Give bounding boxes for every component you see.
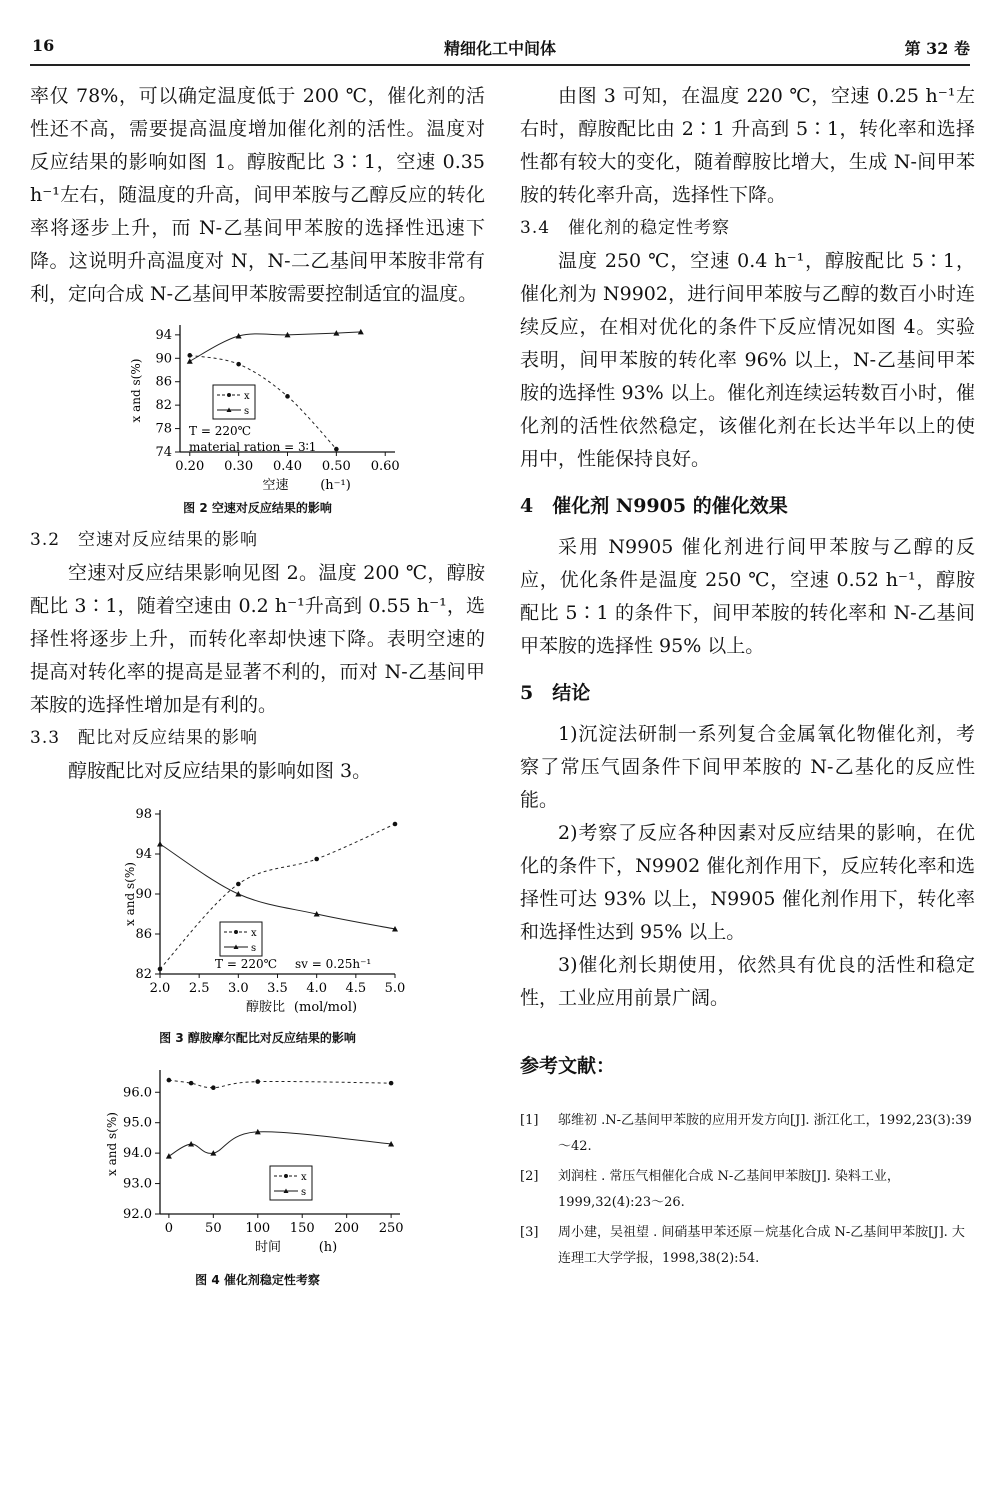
data-point-x: [334, 447, 339, 452]
x-tick-label: 3.0: [227, 981, 249, 996]
chart-annotation: T = 220℃: [215, 957, 278, 971]
section-4-text: 采用 N9905 催化剂进行间甲苯胺与乙醇的反应，优化条件是温度 250 ℃，空速 0.52 h⁻¹，醇胺配比 5∶1 的条件下，间甲苯胺的转化率和 N-乙基间甲苯胺的选择性 95% 以上。: [520, 536, 975, 657]
y-tick-label: 90: [135, 887, 152, 902]
legend-marker: [227, 393, 231, 397]
legend-label: s: [301, 1187, 307, 1198]
series-line-s: [169, 1132, 391, 1156]
reference-list: [520, 1108, 975, 1272]
data-point-x: [255, 1079, 260, 1084]
figure-2-chart: [30, 317, 485, 497]
y-tick-label: 82: [135, 967, 152, 982]
figure-3-caption: 图 3 醇胺摩尔配比对反应结果的影响: [159, 1031, 356, 1045]
x-tick-label: 150: [289, 1221, 315, 1236]
x-axis-label: 醇胺比: [245, 1000, 286, 1015]
legend-label: s: [251, 943, 257, 954]
figure-2: [30, 317, 485, 516]
reference-item: [520, 1220, 975, 1272]
data-point-x: [314, 857, 319, 862]
x-tick-label: 0.60: [370, 459, 400, 474]
legend-marker: [284, 1174, 288, 1178]
y-axis-label: x and s(%): [123, 862, 137, 926]
running-header: [30, 30, 970, 66]
left-paragraph-1: 率仅 78%，可以确定温度低于 200 ℃，催化剂的活性还不高，需要提高温度增加催化剂的活性。温度对反应结果的影响如图 1。醇胺配比 3∶1，空速 0.35 h⁻¹左右，随温度的升高，间甲苯胺与乙醇反应的转化率将逐步上升，而 N-乙基间甲苯胺的选择性迅速下降。这说明升高温度对 N，N-二乙基间甲苯胺非常有利，定向合成 N-乙基间甲苯胺需要控制适宜的温度。: [30, 85, 485, 305]
left-column: [30, 80, 485, 1288]
x-tick-label: 4.0: [306, 981, 328, 996]
right-paragraph-1: 由图 3 可知，在温度 220 ℃，空速 0.25 h⁻¹左右时，醇胺配比由 2∶1 升高到 5∶1，转化率和选择性都有较大的变化，随着醇胺比增大，生成 N-间甲苯胺的转化率升高，选择性下降。: [520, 85, 975, 206]
y-tick-label: 94: [155, 327, 172, 343]
x-tick-label: 50: [205, 1221, 222, 1236]
figure-3: [30, 802, 485, 1046]
reference-number: [2]: [520, 1169, 539, 1184]
y-tick-label: 93.0: [123, 1176, 152, 1192]
y-axis-label: x and s(%): [129, 358, 143, 423]
y-tick-label: 96.0: [123, 1085, 152, 1101]
reference-number: [1]: [520, 1113, 539, 1128]
series-line-s: [190, 332, 361, 361]
data-point-x: [285, 394, 290, 399]
series-line-s: [160, 844, 395, 929]
conclusion-1: 1)沉淀法研制一系列复合金属氧化物催化剂，考察了常压气固条件下间甲苯胺的 N-乙基化的反应性能。: [520, 723, 975, 811]
y-tick-label: 82: [155, 398, 172, 414]
section-3-4-title: 3.4 催化剂的稳定性考察: [520, 218, 731, 238]
section-3-3-title: 3.3 配比对反应结果的影响: [30, 728, 259, 748]
data-point-x: [211, 1085, 216, 1090]
y-tick-label: 90: [155, 351, 172, 367]
data-point-s: [157, 841, 163, 847]
data-point-x: [389, 1081, 394, 1086]
x-tick-label: 200: [334, 1221, 360, 1236]
reference-item: [520, 1108, 975, 1160]
reference-text: 邬维初 .N-乙基间甲苯胺的应用开发方向[J]. 浙江化工，1992,23(3):39～42.: [558, 1113, 972, 1154]
section-4-title: 4 催化剂 N9905 的催化效果: [520, 495, 788, 517]
reference-number: [3]: [520, 1225, 539, 1240]
reference-item: [520, 1164, 975, 1216]
y-tick-label: 94.0: [123, 1146, 152, 1162]
y-axis-label: x and s(%): [105, 1112, 119, 1176]
chart-annotation: T = 220℃: [189, 424, 252, 438]
reference-text: 周小建，吴祖望 . 间硝基甲苯还原－烷基化合成 N-乙基间甲苯胺[J]. 大连理工大学学报，1998,38(2):54.: [558, 1225, 965, 1266]
section-3-3-text: 醇胺配比对反应结果的影响如图 3。: [68, 760, 372, 782]
chart-annotation: sv = 0.25h⁻¹: [295, 957, 372, 971]
data-point-s: [166, 1153, 172, 1159]
y-tick-label: 98: [135, 807, 152, 822]
x-tick-label: 2.0: [149, 981, 171, 996]
legend-label: x: [244, 391, 250, 402]
figure-4: [30, 1064, 485, 1288]
x-tick-label: 2.5: [188, 981, 210, 996]
x-tick-label: 0.40: [273, 459, 302, 474]
data-point-x: [158, 967, 163, 972]
data-point-s: [188, 1141, 194, 1147]
data-point-s: [235, 891, 241, 897]
section-3-4-text: 温度 250 ℃，空速 0.4 h⁻¹，醇胺配比 5∶1，催化剂为 N9902，进行间甲苯胺与乙醇的数百小时连续反应，在相对优化的条件下反应情况如图 4。实验表明，间甲苯胺的转化率 96% 以上，N-乙基间甲苯胺的选择性 93% 以上。催化剂连续运转数百小时，催化剂的活性依然稳定，该催化剂在长达半年以上的使用中，性能保持良好。: [520, 250, 975, 470]
legend-label: s: [244, 406, 250, 417]
data-point-x: [189, 1081, 194, 1086]
page-number: 16: [32, 36, 55, 55]
series-line-x: [160, 824, 395, 969]
y-tick-label: 92.0: [123, 1207, 152, 1222]
reference-text: 刘润柱 . 常压气相催化合成 N-乙基间甲苯胺[J]. 染料工业，1999,32(4):23～26.: [558, 1169, 900, 1210]
y-tick-label: 74: [155, 445, 172, 460]
legend-marker: [234, 930, 238, 934]
x-tick-label: 0.30: [224, 459, 254, 474]
figure-4-caption: 图 4 催化剂稳定性考察: [195, 1273, 320, 1287]
volume-label: 第 32 卷: [904, 39, 970, 58]
x-tick-label: 4.5: [345, 981, 367, 996]
conclusion-2: 2)考察了反应各种因素对反应结果的影响，在优化的条件下，N9902 催化剂作用下，反应转化率和选择性可达 93% 以上，N9905 催化剂作用下，转化率和选择性达到 95% 以上。: [520, 822, 975, 943]
y-tick-label: 78: [155, 421, 172, 437]
legend-label: x: [251, 928, 257, 939]
right-column: [520, 80, 975, 1276]
data-point-x: [393, 822, 398, 827]
section-5-title: 5 结论: [520, 682, 591, 704]
x-tick-label: 100: [245, 1221, 271, 1236]
y-tick-label: 94: [135, 847, 152, 862]
section-3-2-title: 3.2 空速对反应结果的影响: [30, 530, 259, 550]
x-tick-label: 250: [378, 1221, 404, 1236]
data-point-s: [187, 358, 193, 364]
x-tick-label: 0: [164, 1221, 174, 1236]
data-point-x: [236, 362, 241, 367]
x-axis-unit: (h): [318, 1240, 338, 1255]
x-axis-label: 时间: [254, 1240, 282, 1255]
references-title: 参考文献：: [520, 1055, 616, 1077]
data-point-x: [167, 1078, 172, 1083]
chart-annotation: material ration = 3∶1: [189, 440, 317, 454]
journal-name: 精细化工中间体: [443, 39, 556, 58]
x-tick-label: 3.5: [267, 981, 288, 996]
y-tick-label: 95.0: [123, 1115, 152, 1131]
section-3-2-text: 空速对反应结果影响见图 2。温度 200 ℃，醇胺配比 3∶1，随着空速由 0.2 h⁻¹升高到 0.55 h⁻¹，选择性将逐步上升，而转化率却快速下降。表明空速的提高对转化率的提高是显著不利的，而对 N-乙基间甲苯胺的选择性增加是有利的。: [30, 562, 485, 716]
figure-4-chart: [30, 1064, 485, 1269]
conclusion-3: 3)催化剂长期使用，依然具有优良的活性和稳定性，工业应用前景广阔。: [520, 954, 975, 1009]
x-tick-label: 5.0: [384, 981, 406, 996]
x-axis-label: 空速: [262, 478, 289, 493]
y-tick-label: 86: [155, 374, 172, 390]
legend-label: x: [301, 1172, 307, 1183]
series-line-x: [169, 1080, 391, 1088]
figure-2-caption: 图 2 空速对反应结果的影响: [183, 501, 332, 515]
data-point-x: [187, 353, 192, 358]
x-tick-label: 0.50: [321, 459, 351, 474]
x-tick-label: 0.20: [175, 459, 205, 474]
data-point-x: [236, 882, 241, 887]
figure-3-chart: [30, 802, 485, 1027]
x-axis-unit: (h⁻¹): [320, 478, 351, 493]
x-axis-unit: (mol/mol): [293, 1000, 358, 1015]
y-tick-label: 86: [135, 927, 152, 942]
